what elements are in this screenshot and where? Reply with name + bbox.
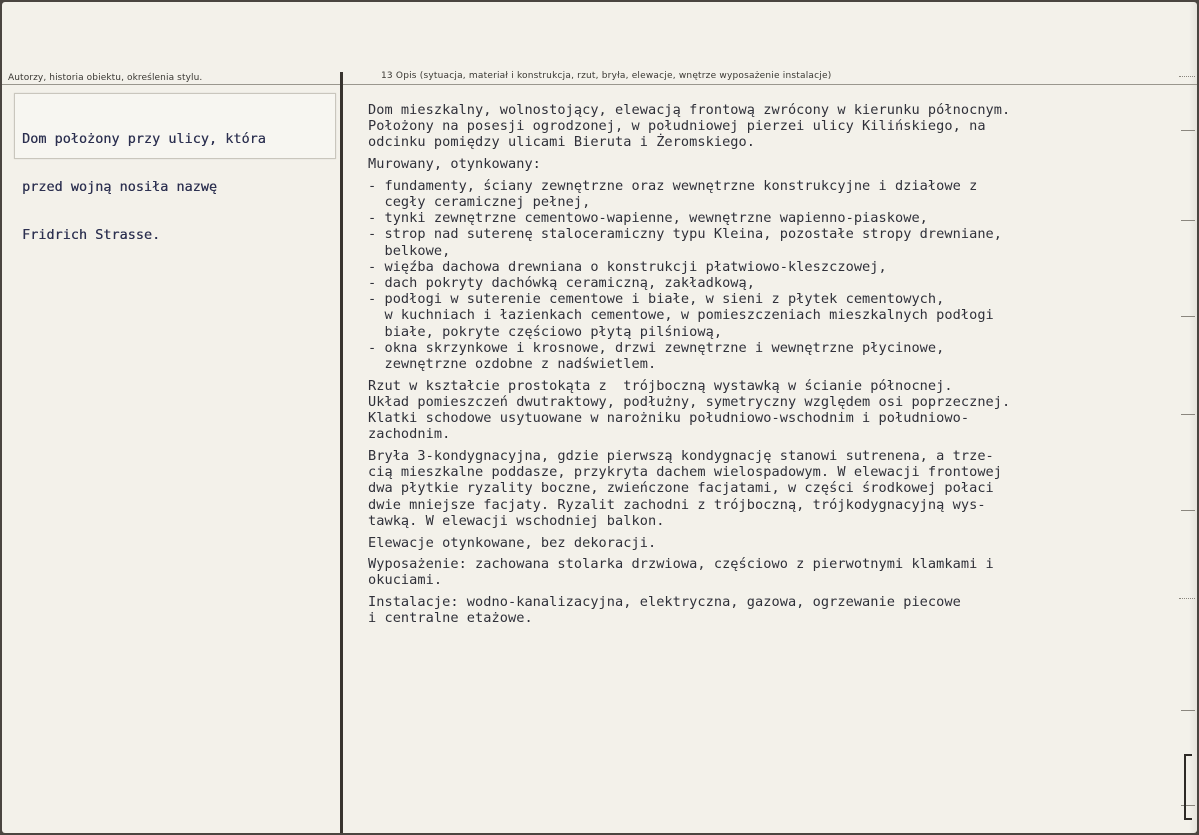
description-paragraph (368, 594, 1168, 626)
description-line: zewnętrzne ozdobne z nadświetlem. (368, 356, 657, 373)
description-paragraph (368, 556, 1168, 588)
description-line: Rzut w kształcie prostokąta z trójboczną wystawką w ścianie północnej. (368, 377, 953, 394)
margin-mark (1181, 316, 1195, 317)
history-line: Dom położony przy ulicy, która (22, 131, 266, 147)
card-edge-shadow (1189, 2, 1197, 833)
description-line: Układ pomieszczeń dwutraktowy, podłużny, symetryczny względem osi poprzecznej. (368, 393, 1011, 410)
description-line: - strop nad suterenę staloceramiczny typu Kleina, pozostałe stropy drewniane, (368, 226, 1003, 243)
description-paragraph (368, 178, 1168, 372)
margin-mark (1181, 414, 1195, 415)
description-line: dwa płytkie ryzality boczne, zwieńczone facjatami, w części środkowej połaci (368, 480, 994, 497)
description-line: Położony na posesji ogrodzonej, w południowej pierzei ulicy Kilińskiego, na (368, 118, 986, 135)
description-line: - tynki zewnętrzne cementowo-wapienne, wewnętrzne wapienno-piaskowe, (368, 210, 928, 227)
description-line: Klatki schodowe usytuowane w narożniku południowo-wschodnim i południowo- (368, 410, 970, 427)
description-line: Murowany, otynkowany: (368, 156, 541, 173)
right-column-header: 13 Opis (sytuacja, materiał i konstrukcja, rzut, bryła, elewacje, wnętrze wyposażenie instalacje) (381, 71, 832, 81)
description-line: - dach pokryty dachówką ceramiczną, zakładkową, (368, 275, 756, 292)
description-line: białe, pokryte częściowo płytą pilśniową, (368, 323, 723, 340)
description-line: cegły ceramicznej pełnej, (368, 194, 591, 211)
description-paragraph (368, 448, 1168, 529)
description-line: belkowe, (368, 242, 451, 259)
description-line: Wyposażenie: zachowana stolarka drzwiowa, częściowo z pierwotnymi klamkami i (368, 556, 994, 573)
margin-mark (1181, 510, 1195, 511)
binding-clip (1184, 754, 1192, 820)
margin-mark (1179, 76, 1195, 78)
description-line: okuciami. (368, 572, 443, 589)
description-line: odcinku pomiędzy ulicami Bieruta i Żeromskiego. (368, 134, 756, 151)
description-paragraph (368, 156, 1168, 172)
history-line: Fridrich Strasse. (22, 227, 161, 243)
description-line: tawką. W elewacji wschodniej balkon. (368, 512, 665, 529)
margin-mark (1181, 710, 1195, 711)
description-line: Bryła 3-kondygnacyjna, gdzie pierwszą kondygnację stanowi sutrenena, a trze- (368, 448, 994, 465)
description-line: i centralne etażowe. (368, 610, 533, 627)
description-line: w kuchniach i łazienkach cementowe, w pomieszczeniach mieszkalnych podłogi (368, 307, 994, 324)
catalog-card (2, 2, 1197, 833)
description-paragraph (368, 535, 1168, 551)
description-line: - okna skrzynkowe i krosnowe, drzwi zewnętrzne i wewnętrzne płycinowe, (368, 339, 945, 356)
description-text (368, 102, 1168, 632)
history-label-text (22, 99, 266, 275)
description-line: Dom mieszkalny, wolnostojący, elewacją frontową zwrócony w kierunku północnym. (368, 102, 1011, 118)
description-line: - fundamenty, ściany zewnętrzne oraz wewnętrzne konstrukcyjne i działowe z (368, 177, 978, 194)
description-line: Elewacje otynkowane, bez dekoracji. (368, 534, 657, 551)
margin-mark (1181, 220, 1195, 221)
description-line: dwie mniejsze facjaty. Ryzalit zachodni z trójboczną, trójkodygnacyjną wys- (368, 496, 986, 513)
description-line: - więźba dachowa drewniana o konstrukcji płatwiowo-kleszczowej, (368, 258, 887, 275)
history-label-box (14, 93, 336, 243)
history-line: przed wojną nosiła nazwę (22, 179, 218, 195)
left-column-header: Autorzy, historia obiektu, określenia stylu. (8, 73, 203, 83)
column-divider (340, 72, 343, 833)
margin-mark (1181, 130, 1195, 131)
header-divider-line (2, 84, 1197, 85)
description-paragraph (368, 102, 1168, 151)
description-paragraph (368, 378, 1168, 443)
margin-mark (1179, 598, 1195, 600)
description-line: - podłogi w suterenie cementowe i białe, w sieni z płytek cementowych, (368, 291, 945, 308)
description-line: Instalacje: wodno-kanalizacyjna, elektryczna, gazowa, ogrzewanie piecowe (368, 594, 961, 611)
description-line: cią mieszkalne poddasze, przykryta dachem wielospadowym. W elewacji frontowej (368, 464, 1003, 481)
description-line: zachodnim. (368, 426, 451, 443)
